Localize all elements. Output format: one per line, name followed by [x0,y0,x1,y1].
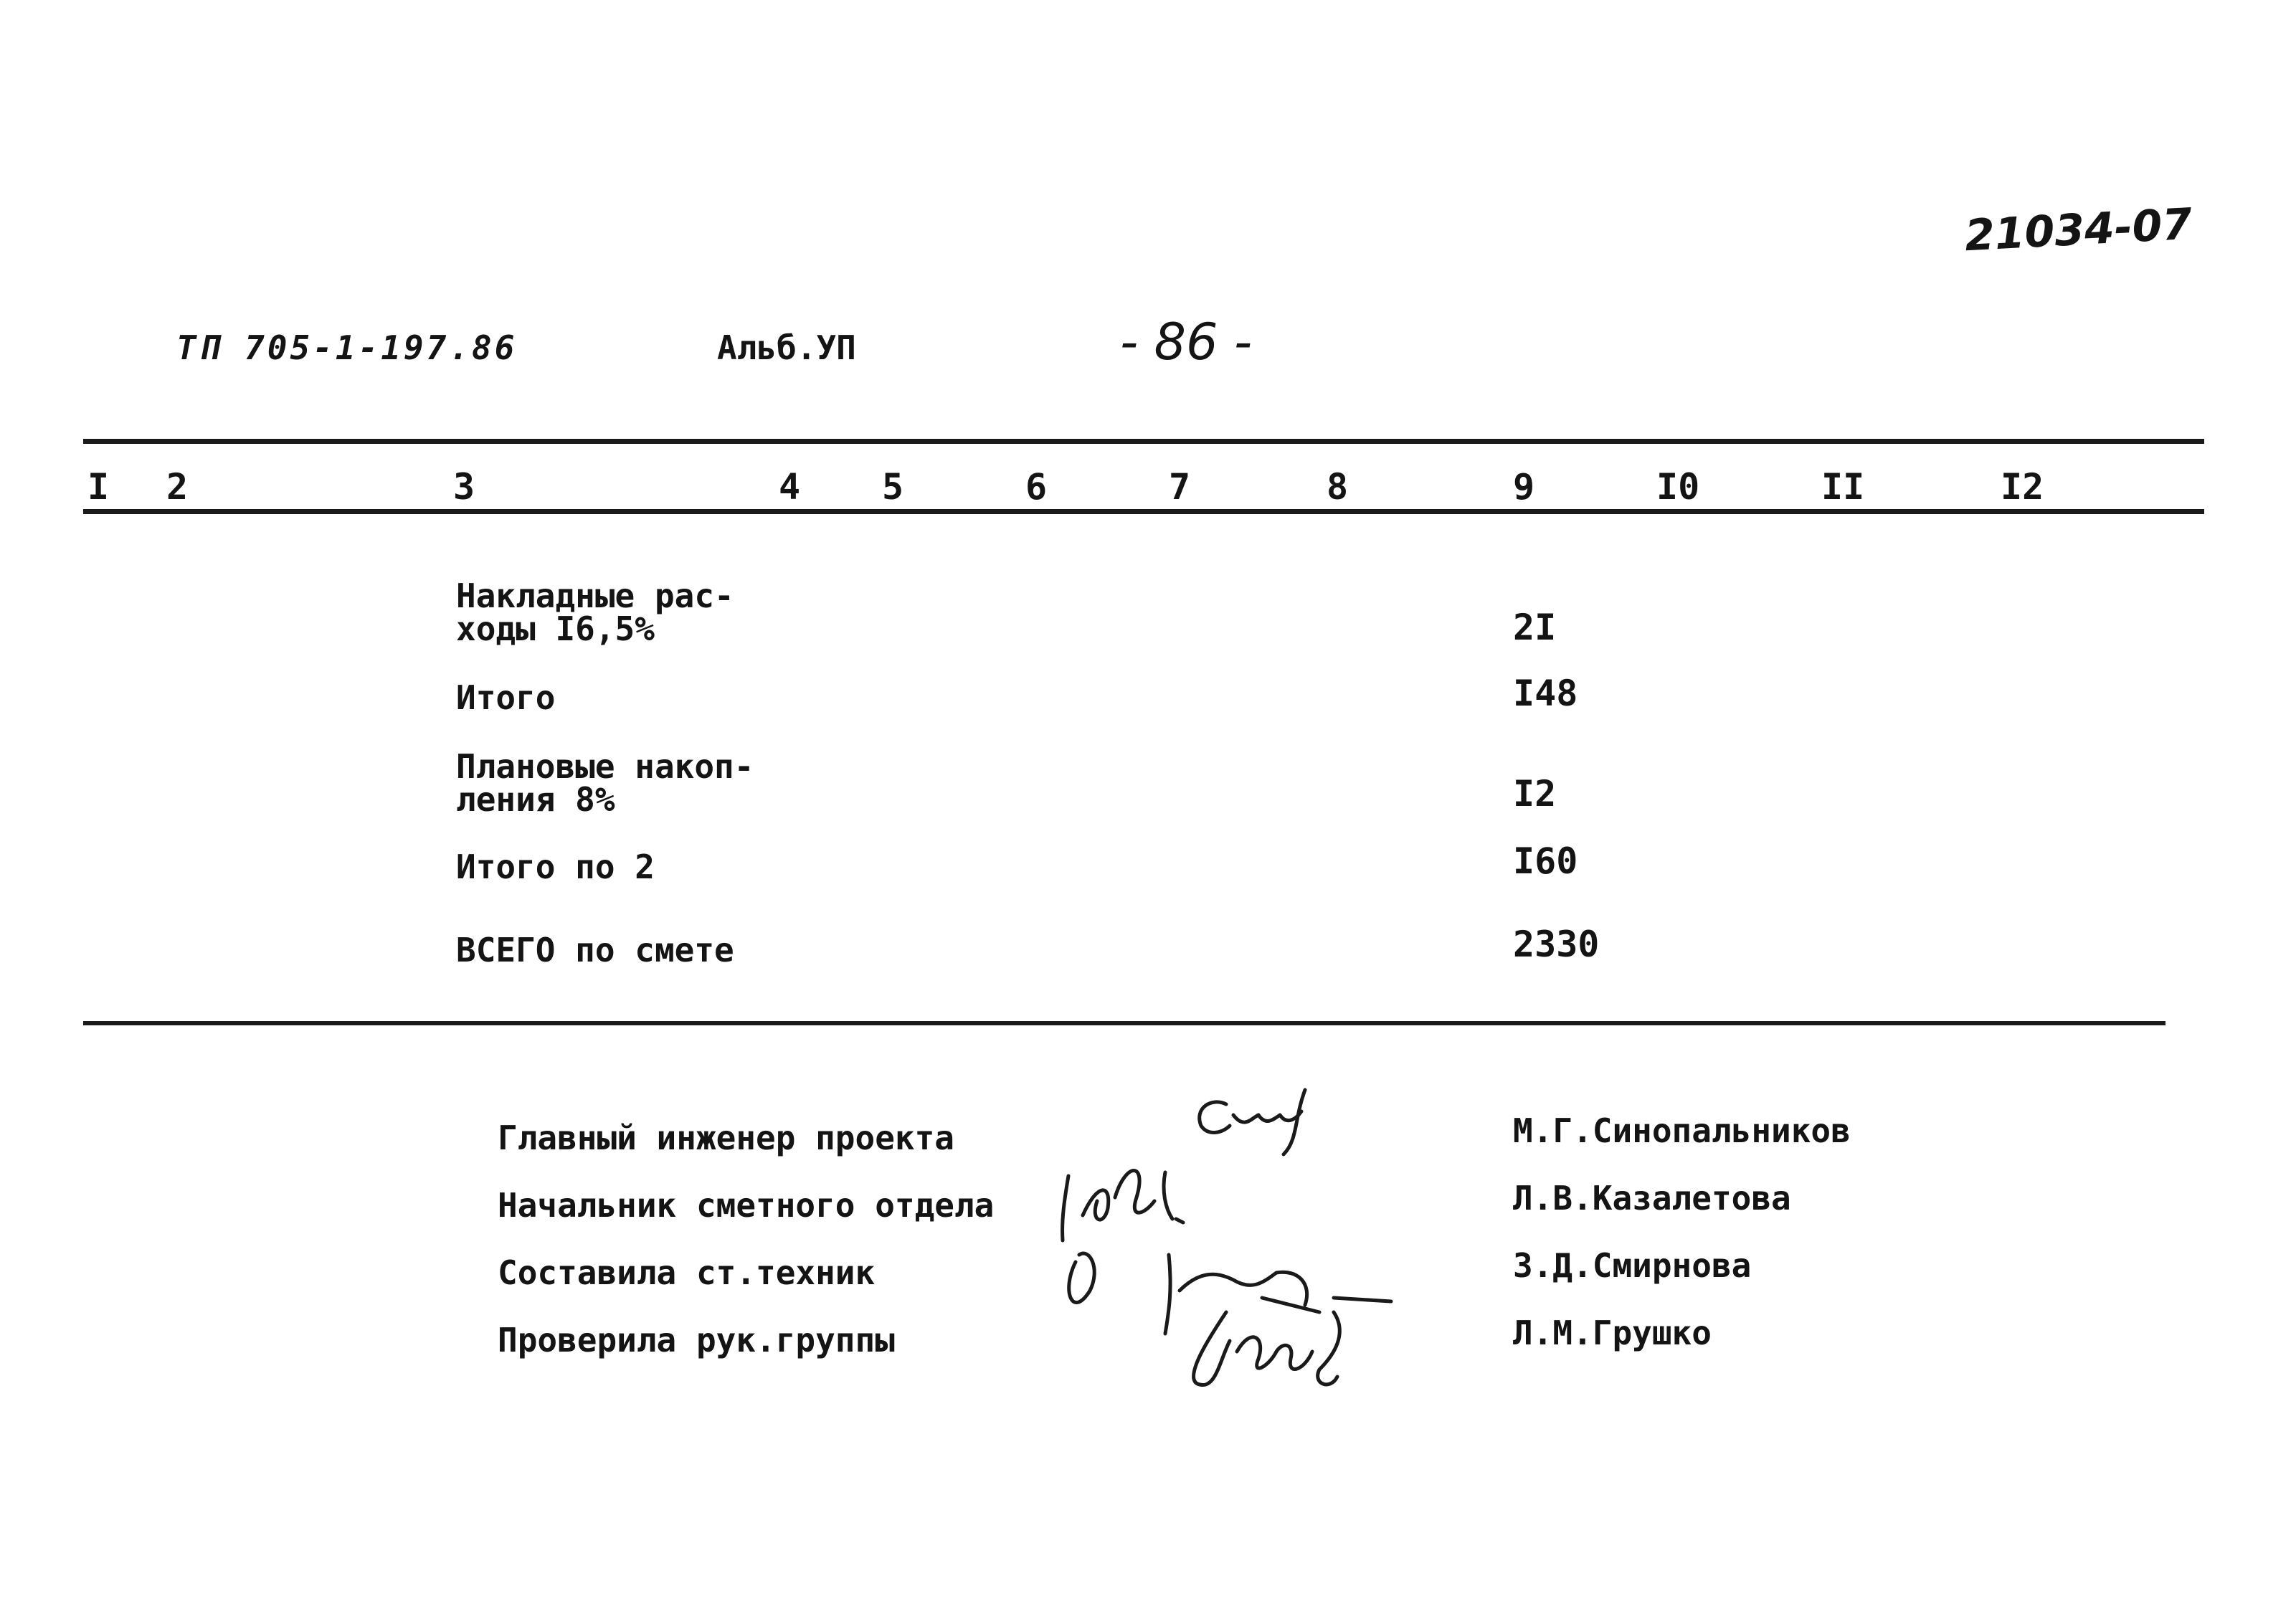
handwritten-signatures [1047,1076,1477,1398]
column-number: 9 [1513,466,1535,508]
signature-role: Проверила рук.группы [498,1321,895,1359]
column-number: 6 [1025,466,1048,508]
archive-number: 21034-07 [1963,199,2193,262]
row-label: Итого [456,678,556,717]
table-top-rule [83,439,2204,444]
column-number: 7 [1169,466,1191,508]
row-value: 2330 [1513,924,1600,965]
album-label: Альб.УП [717,328,856,367]
document-code: ТП 705-1-197.86 [176,328,518,367]
column-number: 5 [882,466,904,508]
table-bottom-rule [83,1021,2165,1025]
column-number: I [87,466,110,508]
row-value: 2I [1513,607,1557,648]
row-label: Плановые накоп- ления 8% [456,747,754,819]
row-label: ВСЕГО по смете [456,931,734,969]
row-label: Накладные рас- ходы I6,5% [456,576,734,648]
column-number: 2 [166,466,189,508]
column-number: 4 [779,466,801,508]
row-value: I2 [1513,773,1557,815]
signature-role: Начальник сметного отдела [498,1186,995,1225]
row-label: Итого по 2 [456,848,655,886]
row-value: I60 [1513,840,1578,882]
column-number: II [1821,466,1865,508]
column-number: 8 [1327,466,1349,508]
signature-role: Главный инженер проекта [498,1119,954,1157]
signature-name: Л.В.Казалетова [1513,1179,1791,1218]
row-value: I48 [1513,673,1578,714]
signature-name: М.Г.Синопальников [1513,1111,1851,1150]
column-number: 3 [453,466,475,508]
page-number: - 86 - [1120,313,1253,371]
signature-name: Л.М.Грушко [1513,1314,1712,1352]
column-header-rule [83,509,2204,514]
column-number: I0 [1656,466,1700,508]
signature-role: Составила ст.техник [498,1253,876,1292]
column-number: I2 [2001,466,2044,508]
signature-name: З.Д.Смирнова [1513,1246,1752,1285]
